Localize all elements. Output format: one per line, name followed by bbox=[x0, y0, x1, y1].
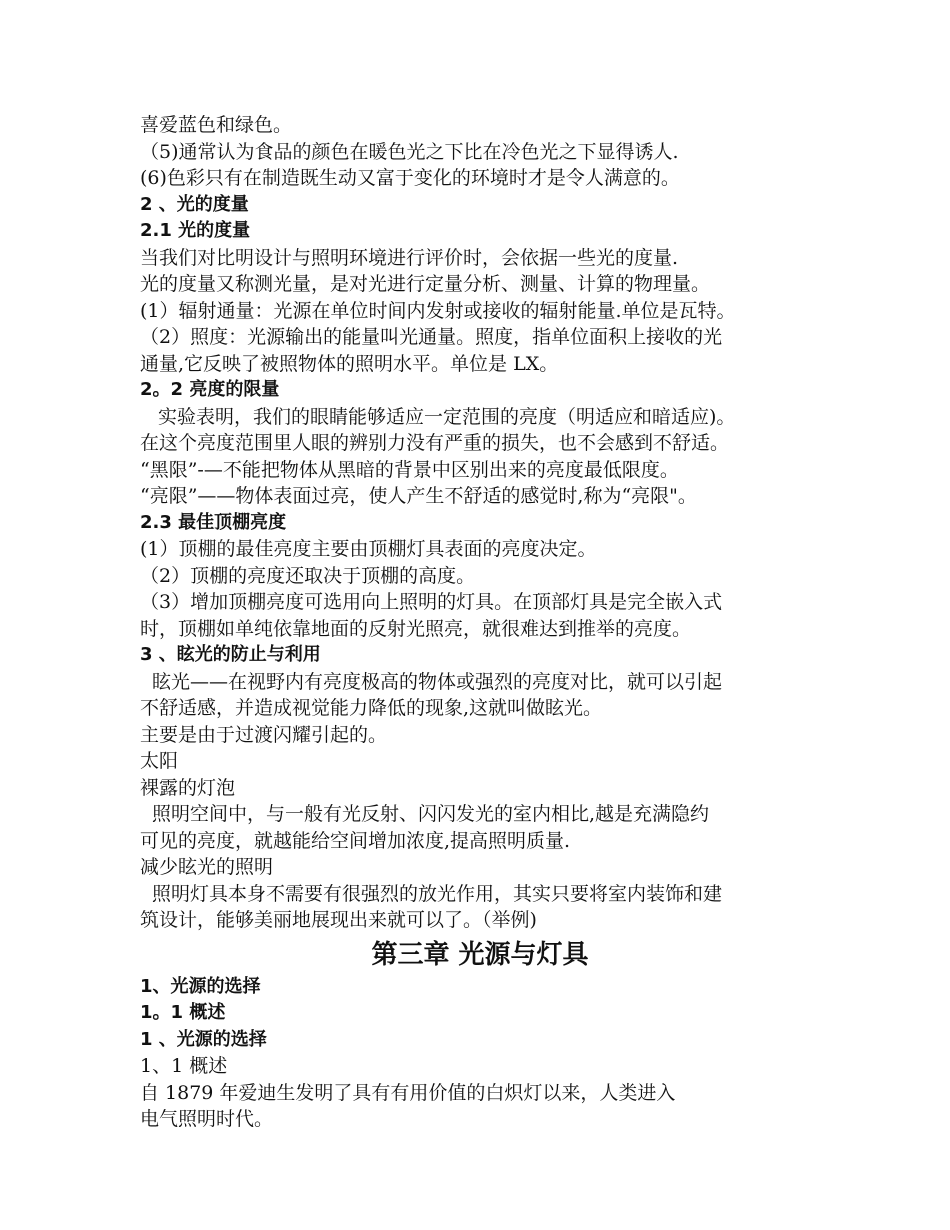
text-line: 太阳 bbox=[140, 750, 179, 772]
text-line: (1）辐射通量：光源在单位时间内发射或接收的辐射能量.单位是瓦特。 bbox=[140, 299, 736, 322]
text-line: （3）增加顶棚亮度可选用向上照明的灯具。在顶部灯具是完全嵌入式 bbox=[140, 591, 723, 613]
text-line: 实验表明，我们的眼睛能够适应一定范围的亮度（明适应和暗适应)。 bbox=[158, 405, 736, 428]
text-line: 筑设计，能够美丽地展现出来就可以了。（举例) bbox=[140, 909, 537, 931]
text-line: “黑限”-—不能把物体从黑暗的背景中区别出来的亮度最低限度。 bbox=[140, 458, 679, 481]
text-line: 在这个亮度范围里人眼的辨别力没有严重的损失，也不会感到不舒适。 bbox=[140, 432, 730, 454]
section-heading: 2.1 光的度量 bbox=[140, 220, 251, 241]
text-line: 主要是由于过渡闪耀引起的。 bbox=[140, 723, 388, 746]
section-heading: 1 、光源的选择 bbox=[140, 1028, 267, 1050]
text-line: 1、1 概述 bbox=[140, 1055, 228, 1077]
text-line: 眩光——在视野内有亮度极高的物体或强烈的亮度对比，就可以引起 bbox=[152, 670, 723, 693]
chapter-title: 第三章 光源与灯具 bbox=[371, 939, 589, 970]
section-heading: 2。2 亮度的限量 bbox=[140, 379, 280, 400]
text-line: 电气照明时代。 bbox=[140, 1108, 274, 1130]
text-line: “亮限”——物体表面过亮，使人产生不舒适的感觉时,称为“亮限"。 bbox=[140, 485, 697, 507]
text-line: 喜爱蓝色和绿色。 bbox=[140, 114, 293, 136]
text-line: 不舒适感，并造成视觉能力降低的现象,这就叫做眩光。 bbox=[140, 697, 603, 719]
text-line: (1）顶棚的最佳亮度主要由顶棚灯具表面的亮度决定。 bbox=[140, 538, 597, 560]
text-line: 照明空间中，与一般有光反射、闪闪发光的室内相比,越是充满隐约 bbox=[152, 803, 710, 825]
body-text-section-2 bbox=[140, 974, 820, 1133]
text-line: 减少眩光的照明 bbox=[140, 856, 274, 878]
text-line: （2）顶棚的亮度还取决于顶棚的高度。 bbox=[140, 564, 476, 587]
text-line: 通量,它反映了被照物体的照明水平。单位是 LX。 bbox=[140, 352, 559, 375]
section-heading: 3 、眩光的防止与利用 bbox=[140, 644, 321, 665]
text-line: 光的度量又称测光量，是对光进行定量分析、测量、计算的物理量。 bbox=[140, 273, 711, 295]
section-heading: 1、光源的选择 bbox=[140, 975, 261, 997]
text-line: 可见的亮度，就越能给空间增加浓度,提高照明质量. bbox=[140, 829, 571, 852]
text-line: （2）照度：光源输出的能量叫光通量。照度，指单位面积上接收的光 bbox=[140, 326, 723, 348]
text-line: 照明灯具本身不需要有很强烈的放光作用，其实只要将室内装饰和建 bbox=[152, 882, 723, 905]
text-line: (6)色彩只有在制造既生动又富于变化的环境时才是令人满意的。 bbox=[140, 167, 680, 189]
text-line: 当我们对比明设计与照明环境进行评价时，会依据一些光的度量. bbox=[140, 246, 679, 269]
text-line: 裸露的灯泡 bbox=[140, 776, 236, 799]
text-line: 时，顶棚如单纯依靠地面的反射光照亮，就很难达到推举的亮度。 bbox=[140, 617, 692, 640]
text-line: （5)通常认为食品的颜色在暖色光之下比在冷色光之下显得诱人. bbox=[140, 140, 679, 163]
section-heading: 2 、光的度量 bbox=[140, 193, 249, 215]
section-heading: 2.3 最佳顶棚亮度 bbox=[140, 511, 287, 533]
text-line: 自 1879 年爱迪生发明了具有有用价值的白炽灯以来，人类进入 bbox=[140, 1081, 676, 1104]
section-heading: 1。1 概述 bbox=[140, 1002, 226, 1023]
body-text-section-1 bbox=[140, 112, 820, 934]
document-page bbox=[140, 112, 820, 1133]
